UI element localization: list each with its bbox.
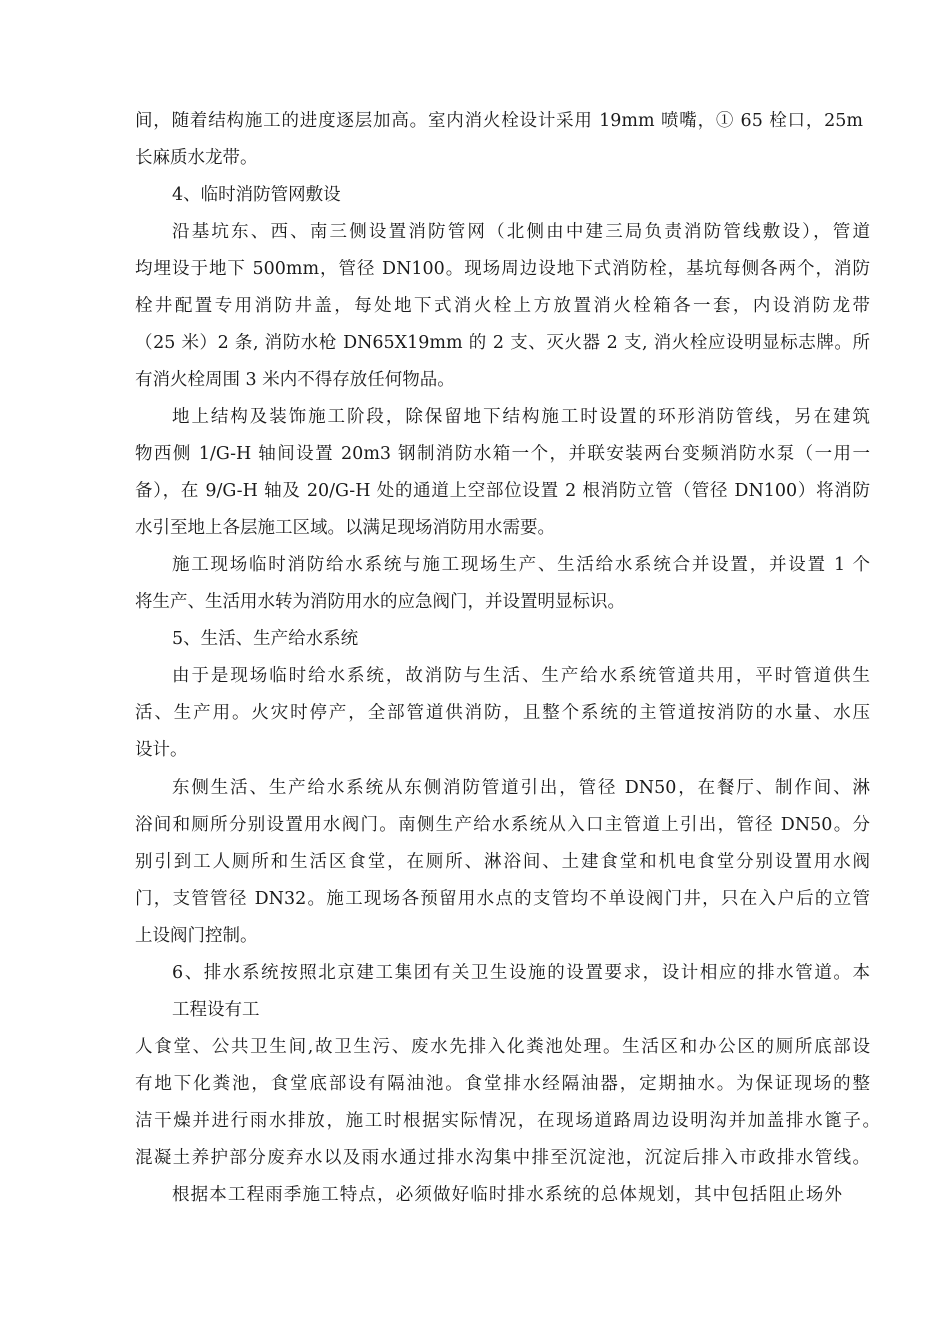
body-text-line: 别引到工人厕所和生活区食堂，在厕所、淋浴间、土建食堂和机电食堂分别设置用水阀 <box>135 852 870 872</box>
body-text-line: 物西侧 1/G-H 轴间设置 20m3 钢制消防水箱一个，并联安装两台变频消防水泵（一用一 <box>135 444 870 464</box>
body-text-line: 人食堂、公共卫生间,故卫生污、废水先排入化粪池处理。生活区和办公区的厕所底部设 <box>135 1037 870 1057</box>
body-text-line: 沿基坑东、西、南三侧设置消防管网（北侧由中建三局负责消防管线敷设），管道 <box>172 222 870 242</box>
body-text-line: （25 米）2 条, 消防水枪 DN65X19mm 的 2 支、灭火器 2 支, 消火栓应设明显标志牌。所 <box>135 333 870 353</box>
section-heading: 5、生活、生产给水系统 <box>172 629 359 649</box>
body-text-line: 混凝土养护部分废弃水以及雨水通过排水沟集中排至沉淀池，沉淀后排入市政排水管线。 <box>135 1148 870 1168</box>
body-text-line: 间，随着结构施工的进度逐层加高。室内消火栓设计采用 19mm 喷嘴，① 65 栓口，25m <box>135 111 863 131</box>
body-text-line: 活、生产用。火灾时停产，全部管道供消防，且整个系统的主管道按消防的水量、水压 <box>135 703 870 723</box>
section-heading: 4、临时消防管网敷设 <box>172 185 341 205</box>
body-text-line: 地上结构及装饰施工阶段，除保留地下结构施工时设置的环形消防管线，另在建筑 <box>172 407 870 427</box>
body-text-line: 备），在 9/G-H 轴及 20/G-H 处的通道上空部位设置 2 根消防立管（管径 DN100）将消防 <box>135 481 870 501</box>
body-text-line: 根据本工程雨季施工特点，必须做好临时排水系统的总体规划，其中包括阻止场外 <box>172 1185 842 1205</box>
body-text-line: 浴间和厕所分别设置用水阀门。南侧生产给水系统从入口主管道上引出，管径 DN50。分 <box>135 815 870 835</box>
body-text-line: 施工现场临时消防给水系统与施工现场生产、生活给水系统合并设置，并设置 1 个 <box>172 555 870 575</box>
section-heading: 6、排水系统按照北京建工集团有关卫生设施的设置要求，设计相应的排水管道。本 <box>172 963 870 983</box>
section-heading: 工程设有工 <box>172 1000 260 1020</box>
body-text-line: 长麻质水龙带。 <box>135 148 258 168</box>
body-text-line: 有地下化粪池，食堂底部设有隔油池。食堂排水经隔油器，定期抽水。为保证现场的整 <box>135 1074 870 1094</box>
body-text-line: 均埋设于地下 500mm，管径 DN100。现场周边设地下式消防栓，基坑每侧各两个，消防 <box>135 259 870 279</box>
body-text-line: 洁干燥并进行雨水排放，施工时根据实际情况，在现场道路周边设明沟并加盖排水篦子。 <box>135 1111 880 1131</box>
body-text-line: 水引至地上各层施工区域。以满足现场消防用水需要。 <box>135 518 555 538</box>
body-text-line: 由于是现场临时给水系统，故消防与生活、生产给水系统管道共用，平时管道供生 <box>172 666 870 686</box>
body-text-line: 栓井配置专用消防井盖，每处地下式消火栓上方放置消火栓箱各一套，内设消防龙带 <box>135 296 870 316</box>
body-text-line: 设计。 <box>135 740 188 760</box>
body-text-line: 将生产、生活用水转为消防用水的应急阀门，并设置明显标识。 <box>135 592 625 612</box>
body-text-line: 门，支管管径 DN32。施工现场各预留用水点的支管均不单设阀门井，只在入户后的立管 <box>135 889 870 909</box>
body-text-line: 有消火栓周围 3 米内不得存放任何物品。 <box>135 370 455 390</box>
body-text-line: 上设阀门控制。 <box>135 926 258 946</box>
body-text-line: 东侧生活、生产给水系统从东侧消防管道引出，管径 DN50，在餐厅、制作间、淋 <box>172 778 870 798</box>
